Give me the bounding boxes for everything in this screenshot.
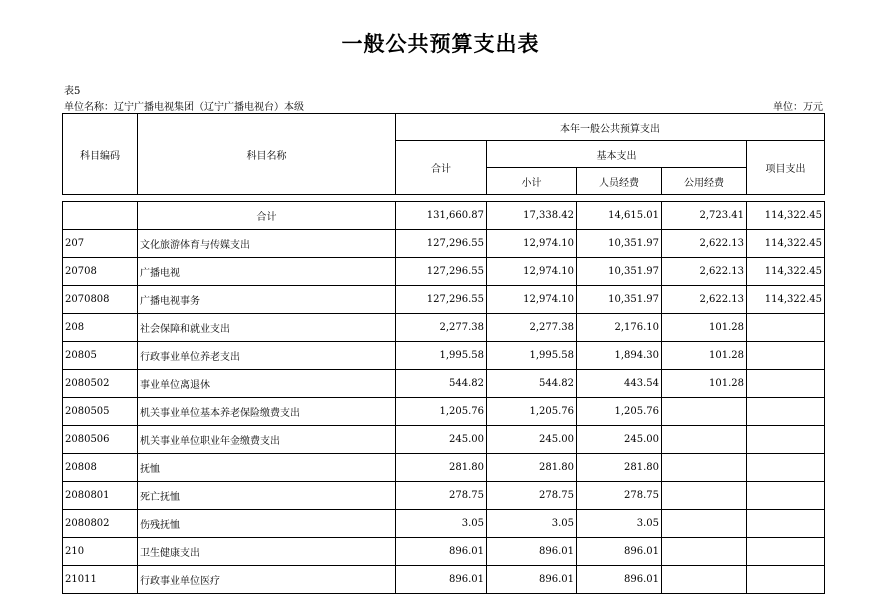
row-personnel: 281.80 — [577, 454, 662, 482]
row-public — [662, 398, 747, 426]
row-total: 278.75 — [396, 482, 487, 510]
header-personnel: 人员经费 — [577, 168, 662, 195]
row-code: 210 — [63, 538, 138, 566]
row-name: 合计 — [138, 202, 396, 230]
row-subtotal: 2,277.38 — [487, 314, 577, 342]
table-row — [63, 230, 825, 258]
row-total: 245.00 — [396, 426, 487, 454]
row-personnel: 2,176.10 — [577, 314, 662, 342]
row-subtotal: 544.82 — [487, 370, 577, 398]
row-subtotal: 17,338.42 — [487, 202, 577, 230]
table-row-total — [63, 202, 825, 230]
row-project — [747, 538, 825, 566]
row-total: 3.05 — [396, 510, 487, 538]
header-basic-expenditure: 基本支出 — [487, 141, 747, 168]
row-subtotal: 245.00 — [487, 426, 577, 454]
row-code: 2080801 — [63, 482, 138, 510]
row-total: 281.80 — [396, 454, 487, 482]
row-personnel: 443.54 — [577, 370, 662, 398]
row-subtotal: 12,974.10 — [487, 230, 577, 258]
row-subtotal: 896.01 — [487, 566, 577, 594]
row-name: 文化旅游体育与传媒支出 — [138, 230, 396, 258]
table-row — [63, 342, 825, 370]
row-code: 2080802 — [63, 510, 138, 538]
row-name: 抚恤 — [138, 454, 396, 482]
row-project — [747, 566, 825, 594]
row-name: 卫生健康支出 — [138, 538, 396, 566]
row-total: 2,277.38 — [396, 314, 487, 342]
row-public — [662, 482, 747, 510]
table-header — [63, 114, 825, 195]
header-total: 合计 — [396, 141, 487, 195]
row-subtotal: 12,974.10 — [487, 286, 577, 314]
row-code: 207 — [63, 230, 138, 258]
table-row — [63, 258, 825, 286]
row-name: 广播电视事务 — [138, 286, 396, 314]
row-public: 101.28 — [662, 342, 747, 370]
row-code: 208 — [63, 314, 138, 342]
row-total: 127,296.55 — [396, 286, 487, 314]
row-project — [747, 510, 825, 538]
row-public: 101.28 — [662, 314, 747, 342]
row-code: 21011 — [63, 566, 138, 594]
row-name: 行政事业单位医疗 — [138, 566, 396, 594]
row-code — [63, 202, 138, 230]
row-code: 2080505 — [63, 398, 138, 426]
row-total: 1,995.58 — [396, 342, 487, 370]
row-personnel: 14,615.01 — [577, 202, 662, 230]
row-public: 101.28 — [662, 370, 747, 398]
header-code: 科目编码 — [63, 114, 138, 195]
table-row — [63, 510, 825, 538]
unit-of-measure: 单位：万元 — [773, 102, 823, 113]
header-project-expenditure: 项目支出 — [747, 141, 825, 195]
row-personnel: 1,205.76 — [577, 398, 662, 426]
row-name: 社会保障和就业支出 — [138, 314, 396, 342]
row-subtotal: 3.05 — [487, 510, 577, 538]
row-personnel: 10,351.97 — [577, 230, 662, 258]
row-personnel: 896.01 — [577, 566, 662, 594]
row-project — [747, 398, 825, 426]
header-subtotal: 小计 — [487, 168, 577, 195]
row-code: 2080506 — [63, 426, 138, 454]
unit-name: 单位名称：辽宁广播电视集团（辽宁广播电视台）本级 — [64, 102, 304, 113]
row-project — [747, 426, 825, 454]
header-current-year-group: 本年一般公共预算支出 — [396, 114, 825, 141]
table-number: 表5 — [64, 86, 81, 97]
row-project: 114,322.45 — [747, 286, 825, 314]
page-title: 一般公共预算支出表 — [341, 32, 540, 56]
row-code: 20805 — [63, 342, 138, 370]
row-subtotal: 896.01 — [487, 538, 577, 566]
table-row — [63, 482, 825, 510]
row-project: 114,322.45 — [747, 230, 825, 258]
table-row — [63, 370, 825, 398]
header-name: 科目名称 — [138, 114, 396, 195]
row-personnel: 896.01 — [577, 538, 662, 566]
row-code: 2080502 — [63, 370, 138, 398]
row-name: 死亡抚恤 — [138, 482, 396, 510]
row-personnel: 245.00 — [577, 426, 662, 454]
row-project: 114,322.45 — [747, 258, 825, 286]
row-code: 2070808 — [63, 286, 138, 314]
row-subtotal: 278.75 — [487, 482, 577, 510]
row-personnel: 1,894.30 — [577, 342, 662, 370]
row-public: 2,622.13 — [662, 286, 747, 314]
row-name: 伤残抚恤 — [138, 510, 396, 538]
table-row — [63, 538, 825, 566]
row-total: 131,660.87 — [396, 202, 487, 230]
row-total: 127,296.55 — [396, 258, 487, 286]
row-subtotal: 12,974.10 — [487, 258, 577, 286]
table-body — [63, 195, 825, 594]
row-project — [747, 454, 825, 482]
row-total: 896.01 — [396, 538, 487, 566]
table-row — [63, 314, 825, 342]
table-row — [63, 398, 825, 426]
row-name: 广播电视 — [138, 258, 396, 286]
row-project: 114,322.45 — [747, 202, 825, 230]
row-public — [662, 510, 747, 538]
row-personnel: 3.05 — [577, 510, 662, 538]
row-total: 544.82 — [396, 370, 487, 398]
row-public: 2,622.13 — [662, 258, 747, 286]
row-public — [662, 454, 747, 482]
budget-table — [62, 113, 825, 594]
row-subtotal: 281.80 — [487, 454, 577, 482]
row-name: 事业单位离退休 — [138, 370, 396, 398]
header-public: 公用经费 — [662, 168, 747, 195]
row-personnel: 10,351.97 — [577, 286, 662, 314]
row-public — [662, 538, 747, 566]
row-project — [747, 314, 825, 342]
row-name: 机关事业单位职业年金缴费支出 — [138, 426, 396, 454]
row-subtotal: 1,205.76 — [487, 398, 577, 426]
row-code: 20708 — [63, 258, 138, 286]
row-personnel: 10,351.97 — [577, 258, 662, 286]
row-project — [747, 482, 825, 510]
table-row — [63, 454, 825, 482]
row-name: 行政事业单位养老支出 — [138, 342, 396, 370]
row-code: 20808 — [63, 454, 138, 482]
row-personnel: 278.75 — [577, 482, 662, 510]
row-public — [662, 566, 747, 594]
row-project — [747, 342, 825, 370]
row-public — [662, 426, 747, 454]
row-project — [747, 370, 825, 398]
row-total: 1,205.76 — [396, 398, 487, 426]
row-public: 2,723.41 — [662, 202, 747, 230]
row-subtotal: 1,995.58 — [487, 342, 577, 370]
row-public: 2,622.13 — [662, 230, 747, 258]
row-name: 机关事业单位基本养老保险缴费支出 — [138, 398, 396, 426]
row-total: 896.01 — [396, 566, 487, 594]
table-row — [63, 426, 825, 454]
table-row — [63, 566, 825, 594]
spacer-row — [63, 195, 825, 202]
row-total: 127,296.55 — [396, 230, 487, 258]
table-row — [63, 286, 825, 314]
